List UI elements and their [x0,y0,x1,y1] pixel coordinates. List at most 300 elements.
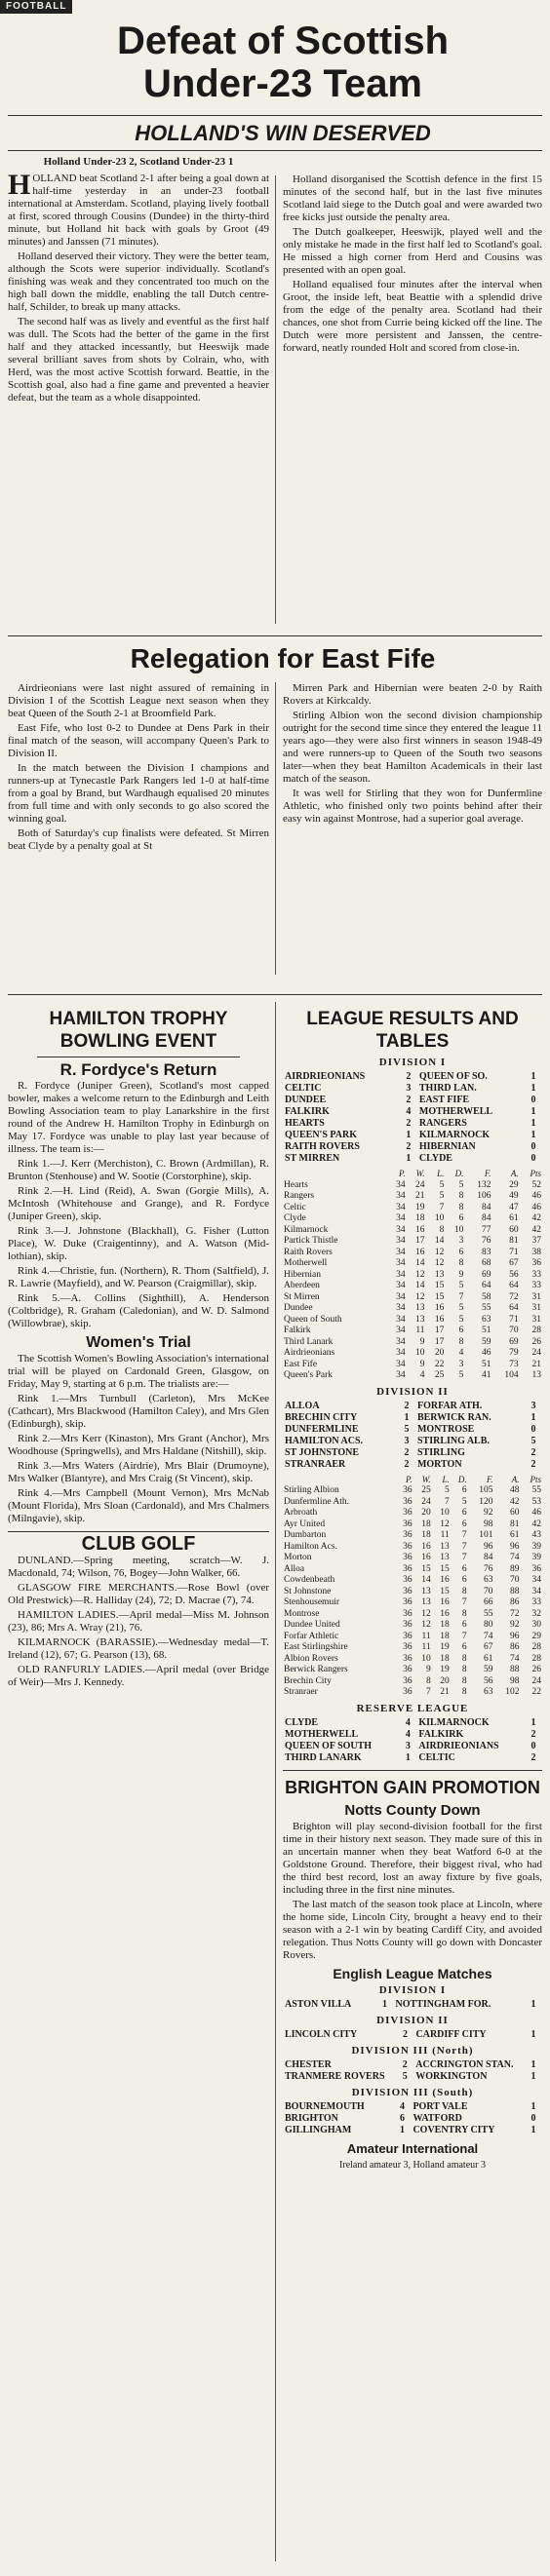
table-cell: 8 [458,1202,464,1212]
table-cell: 98 [484,1519,493,1529]
table-cell: 34 [396,1314,406,1325]
table-cell: 34 [396,1303,406,1313]
table-cell: 96 [510,1541,520,1552]
main-story-col-2 [283,173,542,357]
table-cell: 18 [421,1519,431,1529]
table-cell: 46 [531,1191,541,1201]
team-name: DUNFERMLINE [285,1423,359,1435]
table-cell: 6 [461,1563,467,1574]
table-row [283,1632,542,1643]
table-cell: 13 [421,1586,431,1596]
paragraph: Rink 5.—A. Collins (Sighthill), A. Henderson (Coltbridge), R. Graham (Caledonian), and W. D. Salmond (Willowbrae), skip. [8,1292,269,1329]
bowling-subhead: R. Fordyce's Return [59,1060,217,1079]
team-name: Partick Thistle [284,1236,338,1246]
table-cell: 14 [421,1575,431,1585]
column-header: Pts [530,1169,541,1178]
table-cell: 19 [440,1665,450,1674]
table-cell: 12 [434,1258,445,1268]
score: 1 [405,1751,411,1763]
table-row [283,1687,542,1699]
e-div-2-head: DIVISION II [376,2014,449,2026]
paragraph: OLD RANFURLY LADIES.—April medal (over Bridge of Weir)—Mrs J. Kennedy. [8,1664,269,1688]
score: 3 [530,1400,536,1411]
table-cell: 18 [415,1213,425,1223]
table-cell: 16 [434,1303,445,1313]
team-name: CHESTER [285,2058,332,2070]
table-cell: 17 [434,1336,445,1347]
team-name: Kilmarnock [284,1224,329,1235]
score: 4 [405,1728,411,1740]
result-row [283,1071,542,1083]
table-cell: 13 [421,1597,431,1607]
main-col1-paras [8,169,269,404]
league-headline: LEAGUE RESULTS AND TABLES [306,1009,519,1052]
team-name: Montrose [284,1608,320,1619]
relegation-col-1 [8,682,269,855]
paragraph: The Scottish Women's Bowling Association's international trial will be played on Cardonald Green, Glasgow, on Friday, May 9, starting at 6 p.m. The trialists are:— [8,1353,269,1390]
table-cell: 6 [461,1508,467,1518]
table-cell: 64 [509,1281,519,1290]
paragraph: The Dutch goalkeeper, Heeswijk, played well and the only mistake he made in the first half led to Scotland's goal. He missed a high corner from Herd and Cousins was presented with an open goal. [283,226,542,276]
team-name: BOURNEMOUTH [285,2100,365,2112]
table-cell: 34 [396,1291,406,1302]
table-cell: 6 [458,1213,464,1223]
column-rule [275,1002,276,2561]
table-cell: 12 [415,1269,425,1280]
paragraph: Airdrieonians were last night assured of remaining in Division I of the Scottish League next season when they beat Queen of the South 2-1 at Broomfield Park. [8,682,269,719]
score: 2 [404,1446,410,1458]
paragraph [8,169,269,249]
column-header: L. [442,1474,450,1484]
table-cell: 21 [415,1191,425,1201]
table-cell: 34 [396,1247,406,1257]
table-cell: 8 [461,1687,467,1697]
table-cell: 46 [531,1202,541,1212]
table-cell: 13 [434,1269,445,1280]
team-name: Dundee [284,1303,313,1313]
result-row [283,1130,542,1141]
column-header: W. [421,1474,431,1484]
table-cell: 46 [481,1348,491,1358]
table-cell: 6 [461,1485,467,1495]
team-name: BERWICK RAN. [416,1411,491,1423]
column-header: P. [399,1169,406,1178]
table-cell: 120 [479,1496,493,1507]
table-cell: 16 [415,1247,425,1257]
team-name: St Johnstone [284,1586,332,1596]
division-2-table [283,1475,542,1699]
team-name: COVENTRY CITY [412,2124,495,2135]
result-row [283,1083,542,1095]
team-name: Clyde [284,1213,306,1223]
team-name: Dunfermline Ath. [284,1496,350,1507]
team-name: AIRDRIEONIANS [285,1071,366,1082]
table-cell: 26 [531,1336,541,1347]
team-name: WORKINGTON [415,2070,488,2082]
table-cell: 18 [421,1530,431,1540]
table-cell: 34 [531,1575,541,1585]
table-cell: 5 [458,1179,464,1190]
score: 1 [530,1130,536,1140]
table-cell: 13 [440,1541,450,1552]
score: 1 [404,1411,410,1423]
table-row [283,1281,542,1292]
table-cell: 24 [531,1675,541,1686]
brighton-subhead: Notts County Down [344,1801,481,1819]
score: 4 [399,2100,405,2112]
table-cell: 28 [531,1642,541,1652]
table-cell: 56 [509,1269,519,1280]
team-name: ALLOA [285,1400,320,1411]
result-row [283,1447,542,1459]
table-cell: 76 [484,1563,493,1574]
table-row [283,1508,542,1519]
club-golf-headline: CLUB GOLF [81,1533,196,1555]
team-name: Stranraer [284,1687,318,1697]
team-name: Hibernian [284,1269,321,1280]
score: 1 [530,1716,536,1728]
table-cell: 14 [415,1258,425,1268]
table-cell: 24 [531,1348,541,1358]
paragraph: In the match between the Division I champions and runners-up at Tynecastle Park Rangers led 1-0 at half-time from a goal by Brand, but Wardhaugh equalised 20 minutes from full time and with only seconds to go also scored the winning goal. [8,762,269,825]
table-row [283,1609,542,1621]
table-row [283,1620,542,1632]
table-cell: 36 [531,1563,541,1574]
table-cell: 34 [396,1348,406,1358]
team-name: RANGERS [418,1118,467,1129]
table-cell: 28 [531,1326,541,1335]
table-cell: 96 [510,1631,520,1641]
team-name: Alloa [284,1563,305,1574]
team-name: TRANMERE ROVERS [285,2070,385,2082]
result-row [283,1999,542,2011]
table-cell: 104 [504,1370,519,1380]
table-cell: 17 [415,1236,425,1246]
team-name: ASTON VILLA [285,1998,352,2010]
table-cell: 70 [509,1326,519,1335]
table-cell: 34 [396,1258,406,1268]
team-name: NOTTINGHAM FOR. [395,1998,491,2010]
team-name: Dundee United [284,1620,340,1630]
paragraph: Holland deserved their victory. They were the better team, although the Scots were superior individually. Scotland's finishing was weak and they concentrated too much on the high ball down the middle, enabling the tall Dutch centre-half, Schilder, to break up many attacks. [8,250,269,313]
result-row [283,1401,542,1412]
team-name: FORFAR ATH. [416,1400,483,1411]
table-cell: 8 [458,1191,464,1201]
paragraph: GLASGOW FIRE MERCHANTS.—Rose Bowl (over Old Prestwick)—R. Halliday (24), 72; D. Macrae (7), 74. [8,1582,269,1606]
table-row [283,1370,542,1382]
team-name: HEARTS [285,1118,325,1129]
table-cell: 83 [481,1247,491,1257]
paragraph: The second half was as lively and eventful as the first half was dull. The Scots had the better of the game in the first half and they attacked incessantly, but Heeswijk made several brilliant saves from shots by Colrain, who, with Herd, was the most active Scottish forward. Beattie, in the Scottish goal, also had a fine game and prevented a heavier defeat, but the team as a whole disappointed. [8,316,269,404]
table-cell: 58 [481,1291,491,1302]
table-row [283,1553,542,1564]
table-row [283,1191,542,1203]
table-cell: 34 [396,1281,406,1290]
table-cell: 6 [461,1575,467,1585]
table-cell: 84 [481,1213,491,1223]
table-cell: 22 [434,1359,445,1369]
score: 3 [406,1083,412,1094]
team-name: Falkirk [284,1326,311,1335]
table-row [283,1326,542,1337]
score: 2 [530,1728,536,1740]
table-cell: 36 [403,1541,412,1552]
score: 4 [406,1106,412,1117]
team-name: GILLINGHAM [285,2124,352,2135]
table-cell: 16 [434,1314,445,1325]
table-cell: 36 [403,1575,412,1585]
table-cell: 16 [415,1224,425,1235]
result-row [283,1436,542,1447]
bowling-section [8,1002,269,1691]
team-name: Airdrieonians [284,1348,335,1358]
paragraph: Holland equalised four minutes after the interval when Groot, the inside left, beat Beattie with a splendid drive from the edge of the penalty area. Scotland had their chances, one shot from Currie being kicked off the line. The Dutch were more persistent and Janssen, the centre-forward, neatly rounded Holt and scored from close-in. [283,279,542,354]
division-1-results [283,1071,542,1165]
table-cell: 48 [510,1485,520,1495]
score: 2 [403,2028,409,2040]
paragraph: Rink 1.—J. Kerr (Merchiston), C. Brown (Ardmillan), R. Brunton (Stenhouse) and W. Sootie (Corstorphine), skip. [8,1158,269,1182]
table-cell: 70 [510,1575,520,1585]
table-cell: 34 [396,1236,406,1246]
table-cell: 15 [421,1563,431,1574]
team-name: Arbroath [284,1508,318,1518]
brighton-paras [283,1821,542,1962]
table-cell: 15 [434,1291,445,1302]
table-cell: 74 [484,1631,493,1641]
relegation-col2-paras [283,682,542,826]
table-cell: 15 [440,1586,450,1596]
table-cell: 69 [481,1269,491,1280]
table-cell: 10 [453,1224,464,1235]
table-cell: 8 [439,1224,445,1235]
relegation-col-2 [283,682,542,827]
table-row [283,1665,542,1676]
table-cell: 51 [481,1359,491,1369]
table-cell: 15 [440,1563,450,1574]
column-header: W. [415,1169,425,1178]
reserve-league-results [283,1717,542,1764]
table-cell: 34 [396,1202,406,1212]
team-name: Ayr United [284,1519,326,1529]
table-cell: 7 [461,1631,467,1641]
team-name: HIBERNIAN [418,1141,476,1152]
table-cell: 7 [445,1496,450,1507]
result-row [283,1153,542,1165]
headline-line-2: Under-23 Team [142,62,422,105]
table-cell: 25 [434,1370,445,1380]
table-cell: 18 [440,1631,450,1641]
team-name: Hearts [284,1179,308,1190]
paragraph: Rink 4.—Mrs Campbell (Mount Vernon), Mrs McNab (Mount Florida), Mrs Sloan (Cardonald), and Mrs Chalmers (Milngavie), skip. [8,1487,269,1524]
table-cell: 3 [458,1359,464,1369]
table-header [283,1169,542,1180]
table-row [283,1292,542,1304]
divider [8,150,542,151]
table-cell: 19 [440,1642,450,1652]
table-cell: 86 [510,1597,520,1607]
score: 1 [406,1153,412,1164]
table-cell: 5 [458,1303,464,1313]
table-row [283,1337,542,1349]
table-cell: 36 [403,1553,412,1562]
team-name: BRIGHTON [285,2112,338,2124]
score: 0 [530,1141,536,1152]
result-row [283,1741,542,1752]
table-cell: 67 [509,1258,519,1268]
score: 1 [530,1083,536,1094]
paragraph: Rink 3.—J. Johnstone (Blackhall), G. Fisher (Lutton Place), W. Duke (Craigentinny), and A. Watson (Mid-lothian), skip. [8,1225,269,1262]
team-name: Stirling Albion [284,1485,339,1495]
reserve-league-head: RESERVE LEAGUE [356,1702,469,1714]
team-name: Morton [284,1553,312,1562]
table-cell: 20 [434,1348,445,1358]
team-name: ACCRINGTON STAN. [415,2058,514,2070]
team-name: QUEEN OF SOUTH [285,1740,373,1751]
table-cell: 7 [458,1291,464,1302]
table-cell: 8 [458,1258,464,1268]
score: 1 [530,1071,536,1082]
table-cell: 11 [421,1631,431,1641]
result-row [283,1106,542,1118]
score: 3 [405,1740,411,1751]
table-row [283,1315,542,1326]
score: 5 [404,1423,410,1435]
womens-trial-head: Women's Trial [86,1334,191,1351]
team-name: HAMILTON ACS. [285,1435,364,1446]
table-row [283,1587,542,1598]
division-1-table [283,1169,542,1382]
table-cell: 36 [531,1258,541,1268]
table-row [283,1530,542,1542]
table-cell: 56 [484,1675,493,1686]
column-header: L. [437,1169,445,1178]
table-cell: 5 [458,1314,464,1325]
column-header: P. [406,1474,412,1484]
score: 2 [406,1118,412,1129]
table-cell: 63 [484,1687,493,1697]
team-name: EAST FIFE [418,1095,470,1105]
table-cell: 36 [403,1563,412,1574]
table-cell: 76 [481,1236,491,1246]
result-row [283,2071,542,2083]
e-div-3n-head: DIVISION III (North) [351,2044,474,2057]
table-cell: 15 [434,1281,445,1290]
table-cell: 9 [425,1665,431,1674]
table-cell: 11 [421,1642,431,1652]
score: 1 [530,2070,536,2082]
table-cell: 5 [445,1485,450,1495]
column-header: D. [454,1169,464,1178]
team-name: AIRDRIEONIANS [418,1740,499,1751]
column-rule [275,682,276,975]
table-cell: 42 [531,1213,541,1223]
divider [8,115,542,116]
table-cell: 70 [484,1586,493,1596]
table-cell: 7 [425,1687,431,1697]
divider [8,994,542,995]
table-cell: 16 [440,1575,450,1585]
bowling-headline: HAMILTON TROPHY BOWLING EVENT [49,1009,228,1052]
table-cell: 98 [510,1675,520,1686]
table-row [283,1303,542,1315]
table-cell: 8 [425,1675,431,1686]
team-name: FALKIRK [418,1728,464,1740]
table-cell: 28 [531,1653,541,1664]
score: 1 [399,2124,405,2135]
table-cell: 36 [403,1485,412,1495]
score: 1 [530,1411,536,1423]
table-cell: 21 [440,1687,450,1697]
team-name: Berwick Rangers [284,1665,348,1674]
table-cell: 10 [415,1348,425,1358]
section-tag: FOOTBALL [0,0,72,14]
team-name: St Mirren [284,1291,320,1302]
table-cell: 38 [531,1247,541,1257]
table-cell: 5 [458,1370,464,1380]
table-cell: 11 [440,1530,450,1540]
paragraph: East Fife, who lost 0-2 to Dundee at Dens Park in their final match of the season, will accompany Queen's Park to Division II. [8,722,269,759]
score: 5 [530,1435,536,1446]
table-cell: 59 [481,1336,491,1347]
score: 1 [530,1998,536,2010]
team-name: Cowdenbeath [284,1575,335,1585]
amateur-head: Amateur International [346,2140,479,2156]
team-name: STIRLING [416,1446,465,1458]
table-row [283,1519,542,1531]
table-cell: 25 [421,1485,431,1495]
league-section [283,1002,542,2172]
table-cell: 4 [458,1348,464,1358]
result-row [283,2029,542,2041]
score: 1 [382,1998,387,2010]
table-cell: 34 [396,1213,406,1223]
division-1-head: DIVISION I [378,1057,447,1068]
team-name: KILMARNOCK [418,1716,490,1728]
score: 1 [530,2058,536,2070]
table-cell: 73 [509,1359,519,1369]
table-cell: 12 [421,1608,431,1619]
column-header: A. [511,1474,520,1484]
team-name: Rangers [284,1191,315,1201]
team-name: Aberdeen [284,1281,320,1290]
headline-line-1: Defeat of Scottish [116,19,450,62]
table-row [283,1497,542,1509]
table-cell: 106 [477,1191,491,1201]
table-cell: 20 [440,1675,450,1686]
table-cell: 12 [415,1291,425,1302]
paragraph: HAMILTON LADIES.—April medal—Miss M. Johnson (23), 86; Mrs A. Wray (21), 76. [8,1609,269,1634]
column-rule [275,175,276,624]
brighton-headline: BRIGHTON GAIN PROMOTION [285,1777,540,1797]
table-cell: 11 [415,1326,425,1335]
division-2-results [283,1401,542,1471]
table-cell: 10 [440,1508,450,1518]
team-name: Raith Rovers [284,1247,333,1257]
table-cell: 55 [481,1303,491,1313]
table-cell: 22 [531,1687,541,1697]
table-cell: 67 [484,1642,493,1652]
table-cell: 14 [415,1281,425,1290]
table-cell: 34 [396,1326,406,1335]
team-name: BRECHIN CITY [285,1411,358,1423]
table-cell: 105 [479,1485,493,1495]
table-cell: 24 [415,1179,425,1190]
table-cell: 13 [415,1303,425,1313]
table-cell: 9 [419,1336,425,1347]
table-cell: 29 [531,1631,541,1641]
table-cell: 42 [531,1224,541,1235]
table-cell: 92 [510,1620,520,1630]
